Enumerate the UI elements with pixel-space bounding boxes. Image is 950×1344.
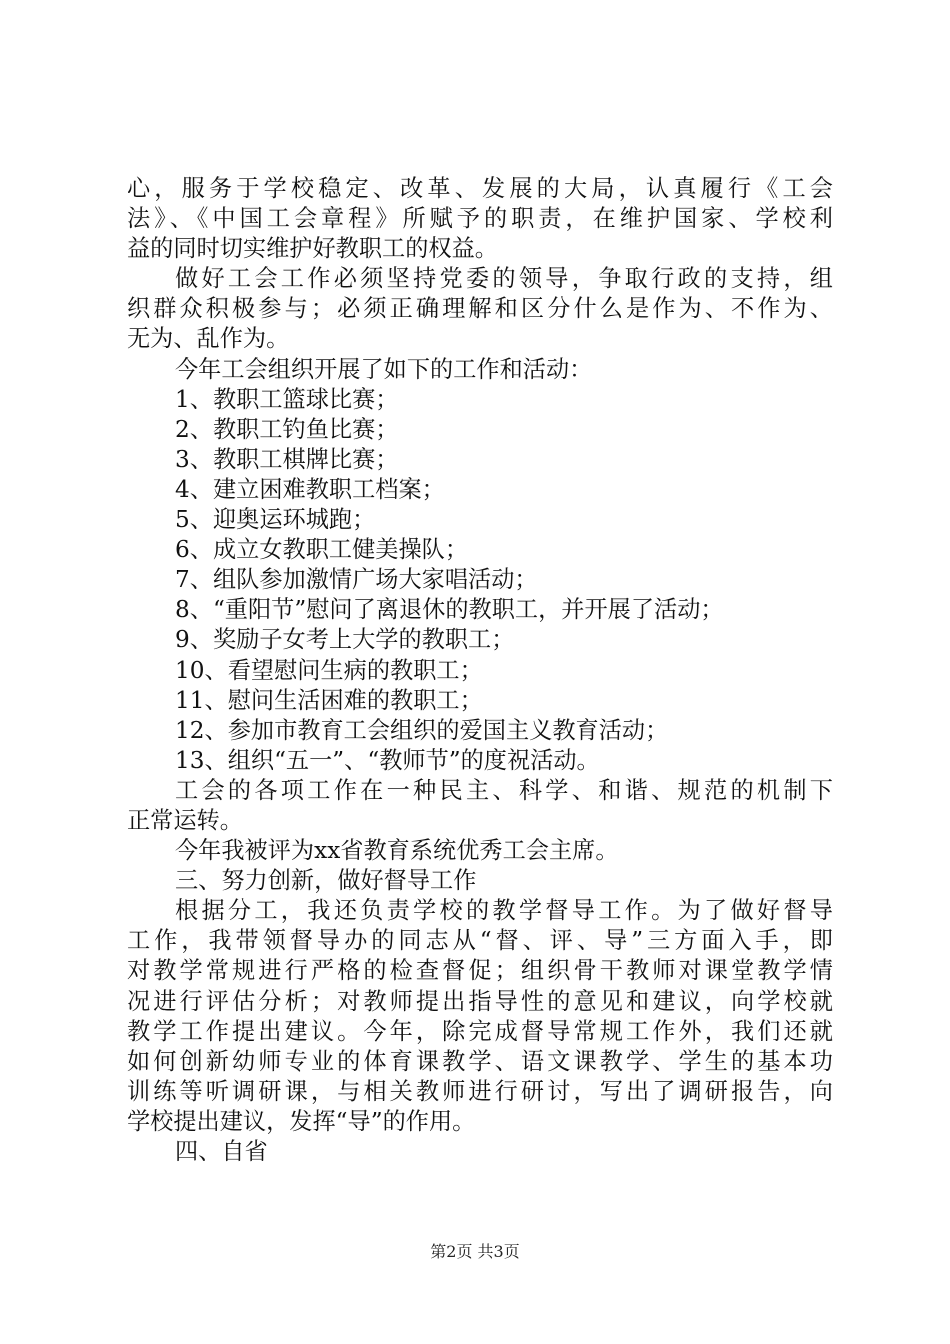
text-line: 9、奖励子女考上大学的教职工； — [175, 626, 515, 654]
text-line: 心，服务于学校稳定、改革、发展的大局，认真履行《工会 — [127, 175, 833, 202]
text-line: 训练等听调研课，与相关教师进行研讨，写出了调研报告，向 — [127, 1077, 833, 1105]
document-body — [127, 174, 833, 1167]
text-line: 今年我被评为xx省教育系统优秀工会主席。 — [175, 837, 619, 865]
text-line: 织群众积极参与；必须正确理解和区分什么是作为、不作为、 — [127, 295, 833, 323]
text-line: 四、自省 — [175, 1138, 268, 1165]
text-line: 1、教职工篮球比赛； — [175, 385, 399, 413]
text-line: 5、迎奥运环城跑； — [175, 506, 376, 534]
text-line: 6、成立女教职工健美操队； — [175, 536, 469, 564]
text-line: 三、努力创新，做好督导工作 — [175, 867, 477, 895]
text-line: 况进行评估分析；对教师提出指导性的意见和建议，向学校就 — [127, 987, 833, 1015]
text-line: 7、组队参加激情广场大家唱活动； — [175, 566, 538, 594]
text-line: 对教学常规进行严格的检查督促；组织骨干教师对课堂教学情 — [127, 957, 833, 985]
text-line: 11、慰问生活困难的教职工； — [175, 686, 483, 714]
text-line: 益的同时切实维护好教职工的权益。 — [127, 235, 498, 263]
text-line: 教学工作提出建议。今年，除完成督导常规工作外，我们还就 — [127, 1017, 833, 1045]
text-line: 做好工会工作必须坚持党委的领导，争取行政的支持，组 — [175, 265, 833, 293]
text-line: 无为、乱作为。 — [127, 325, 290, 353]
text-line: 法》、《中国工会章程》所赋予的职责，在维护国家、学校利 — [127, 205, 833, 233]
text-line: 正常运转。 — [127, 806, 243, 834]
text-line: 4、建立困难教职工档案； — [175, 475, 445, 503]
text-line: 工会的各项工作在一种民主、科学、和谐、规范的机制下 — [175, 776, 833, 804]
text-line: 工作，我带领督导办的同志从“督、评、导”三方面入手，即 — [127, 927, 833, 955]
text-line: 10、看望慰问生病的教职工； — [175, 656, 483, 684]
text-line: 13、组织“五一”、“教师节”的度祝活动。 — [175, 746, 600, 774]
text-line: 12、参加市教育工会组织的爱国主义教育活动； — [175, 716, 669, 744]
text-line: 3、教职工棋牌比赛； — [175, 445, 399, 473]
text-line: 今年工会组织开展了如下的工作和活动： — [175, 355, 593, 383]
text-line: 如何创新幼师专业的体育课教学、语文课教学、学生的基本功 — [127, 1047, 833, 1075]
text-line: 根据分工，我还负责学校的教学督导工作。为了做好督导 — [175, 897, 833, 925]
page-footer: 第2页 共3页 — [430, 1242, 520, 1261]
text-line: 2、教职工钓鱼比赛； — [175, 415, 399, 443]
text-line: 8、“重阳节”慰问了离退休的教职工，并开展了活动； — [175, 596, 724, 624]
text-line: 学校提出建议，发挥“导”的作用。 — [127, 1107, 476, 1135]
